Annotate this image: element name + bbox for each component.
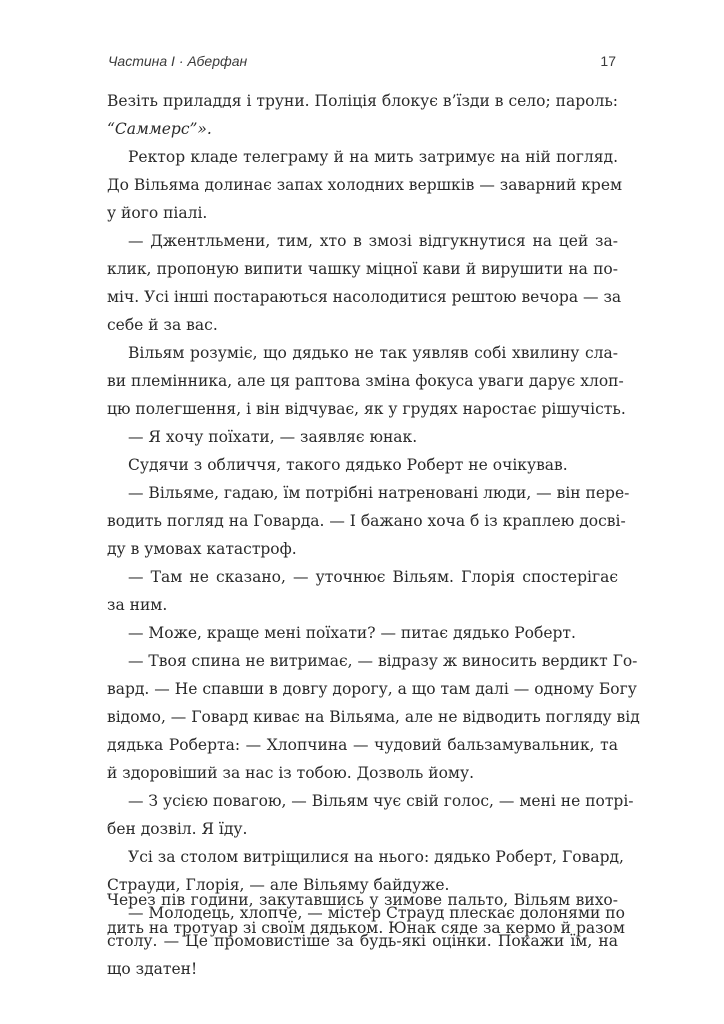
text-line: й здоровіший за нас із тобою. Дозволь йому. <box>107 764 475 782</box>
text-line: — Може, краще мені поїхати? — питає дядько Роберт. <box>128 624 576 642</box>
text-line: у його піалі. <box>107 204 208 222</box>
text-line: цю полегшення, і він відчуває, як у грудях наростає рішучість. <box>107 400 626 418</box>
section-title: Частина I · Аберфан <box>108 53 248 69</box>
text-line: вард. — Не спавши в довгу дорогу, а що там далі — одному Богу <box>107 680 637 698</box>
text-line: бен дозвіл. Я їду. <box>107 820 248 838</box>
text-line: Страуди, Глорія, — але Вільяму байдуже. <box>107 876 450 894</box>
text-line: водить погляд на Говарда. — І бажано хоча б із краплею досві- <box>107 512 626 530</box>
text-line: Через пів години, закутавшись у зимове пальто, Вільям вихо- <box>107 891 618 909</box>
text-line: що здатен! <box>107 960 198 978</box>
text-line: Ректор кладе телеграму й на мить затримує на ній погляд. <box>128 148 618 166</box>
text-line: відомо, — Говард киває на Вільяма, але не відводить погляду від <box>107 708 640 726</box>
text-line: — З усією повагою, — Вільям чує свій голос, — мені не потрі- <box>128 792 634 810</box>
text-line: ви племінника, але ця раптова зміна фокуса уваги дарує хлоп- <box>107 372 624 390</box>
text-line: — Я хочу поїхати, — заявляє юнак. <box>128 428 418 446</box>
text-line: — Твоя спина не витримає, — відразу ж виносить вердикт Го- <box>128 652 638 670</box>
text-line: себе й за вас. <box>107 316 218 334</box>
text-line: — Джентльмени, тим, хто в змозі відгукнутися на цей за- <box>128 232 618 250</box>
text-line: міч. Усі інші постараються насолодитися рештою вечора — за <box>107 288 622 306</box>
text-line: клик, пропоную випити чашку міцної кави й вирушити на по- <box>107 260 618 278</box>
text-line: ду в умовах катастроф. <box>107 540 297 558</box>
page-number: 17 <box>600 53 616 69</box>
text-line: — Там не сказано, — уточнює Вільям. Глорія спостерігає <box>128 568 618 586</box>
running-header <box>108 53 616 73</box>
section-break-text <box>107 886 625 942</box>
text-line: за ним. <box>107 596 168 614</box>
main-text <box>107 87 640 983</box>
text-line: Вільям розуміє, що дядько не так уявляв собі хвилину сла- <box>128 344 618 362</box>
text-line: дить на тротуар зі своїм дядьком. Юнак сяде за кермо й разом <box>107 919 625 937</box>
text-line: — Вільяме, гадаю, їм потрібні натреновані люди, — він пере- <box>128 484 630 502</box>
text-line: дядька Роберта: — Хлопчина — чудовий бальзамувальник, та <box>107 736 618 754</box>
text-line: — Молодець, хлопче, — містер Страуд плескає долонями по <box>128 904 625 922</box>
text-line: Везіть приладдя і труни. Поліція блокує в’їзди в село; пароль: <box>107 92 618 110</box>
text-line: Судячи з обличчя, такого дядько Роберт не очікував. <box>128 456 568 474</box>
text-line: “Саммерс”». <box>107 120 212 138</box>
text-line: Усі за столом витріщилися на нього: дядько Роберт, Говард, <box>128 848 624 866</box>
text-line: столу. — Це промовистіше за будь-які оцінки. Покажи їм, на <box>107 932 618 950</box>
text-line: До Вільяма долинає запах холодних вершків — заварний крем <box>107 176 623 194</box>
